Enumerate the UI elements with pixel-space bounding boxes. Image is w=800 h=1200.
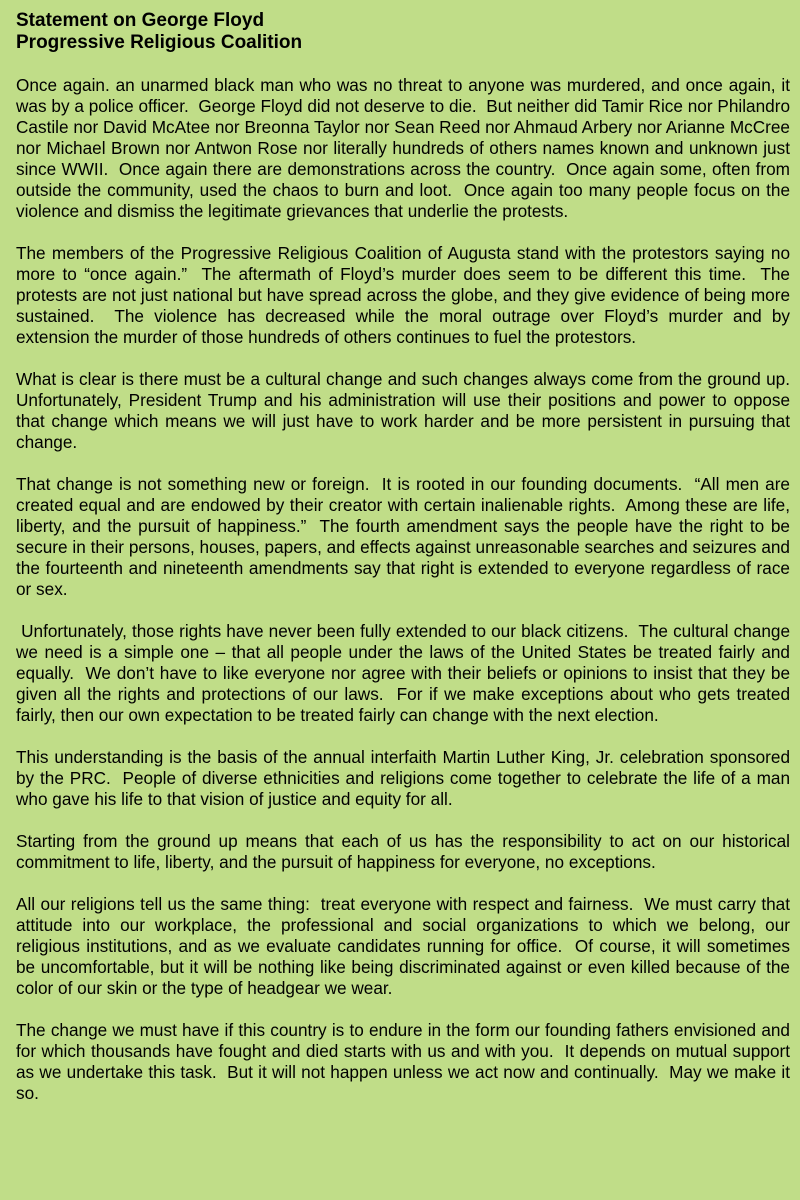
- document-title: [16, 10, 790, 54]
- paragraph: What is clear is there must be a cultural change and such changes always come from the ground up. Unfortunately, President Trump and his administration will use their positions and power to oppose that change which means we will just have to work harder and be more persistent in pursuing that change.: [16, 369, 800, 452]
- paragraph: Unfortunately, those rights have never been fully extended to our black citizens. The cultural change we need is a simple one – that all people under the laws of the United States be treated fairly and equally. We don’t have to like everyone nor agree with their beliefs or opinions to insist that they be given all the rights and protections of our laws. For if we make exceptions about who gets treated fairly, then our own expectation to be treated fairly can change with the next election.: [16, 621, 795, 725]
- paragraph: All our religions tell us the same thing: treat everyone with respect and fairness. We must carry that attitude into our workplace, the professional and social organizations to which we belong, our religious institutions, and as we evaluate candidates running for office. Of course, it will sometimes be uncomfortable, but it will be nothing like being discriminated against or even killed because of the color of our skin or the type of headgear we wear.: [16, 894, 795, 998]
- paragraph: The change we must have if this country is to endure in the form our founding fathers envisioned and for which thousands have fought and died starts with us and with you. It depends on mutual support as we undertake this task. But it will not happen unless we act now and continually. May we make it so.: [16, 1020, 795, 1103]
- paragraph: Starting from the ground up means that each of us has the responsibility to act on our historical commitment to life, liberty, and the pursuit of happiness for everyone, no exceptions.: [16, 831, 795, 872]
- paragraph: Once again. an unarmed black man who was no threat to anyone was murdered, and once again, it was by a police officer. George Floyd did not deserve to die. But neither did Tamir Rice nor Philandro Castile nor David McAtee nor Breonna Taylor nor Sean Reed nor Ahmaud Arbery nor Arianne McCree nor Michael Brown nor Antwon Rose nor literally hundreds of others names known and unknown just since WWII. Once again there are demonstrations across the country. Once again some, often from outside the community, used the chaos to burn and loot. Once again too many people focus on the violence and dismiss the legitimate grievances that underlie the protests.: [16, 75, 795, 221]
- paragraph: This understanding is the basis of the annual interfaith Martin Luther King, Jr. celebration sponsored by the PRC. People of diverse ethnicities and religions come together to celebrate the life of a man who gave his life to that vision of justice and equity for all.: [16, 747, 795, 809]
- paragraph: That change is not something new or foreign. It is rooted in our founding documents. “All men are created equal and are endowed by their creator with certain inalienable rights. Among these are life, liberty, and the pursuit of happiness.” The fourth amendment says the people have the right to be secure in their persons, houses, papers, and effects against unreasonable searches and seizures and the fourteenth and nineteenth amendments say that right is extended to everyone regardless of race or sex.: [16, 474, 795, 599]
- title-line-2: Progressive Religious Coalition: [16, 32, 303, 53]
- title-line-1: Statement on George Floyd: [16, 10, 265, 31]
- paragraph: The members of the Progressive Religious Coalition of Augusta stand with the protestors saying no more to “once again.” The aftermath of Floyd’s murder does seem to be different this time. The protests are not just national but have spread across the globe, and they give evidence of being more sustained. The violence has decreased while the moral outrage over Floyd’s murder and by extension the murder of those hundreds of others continues to fuel the protestors.: [16, 243, 795, 347]
